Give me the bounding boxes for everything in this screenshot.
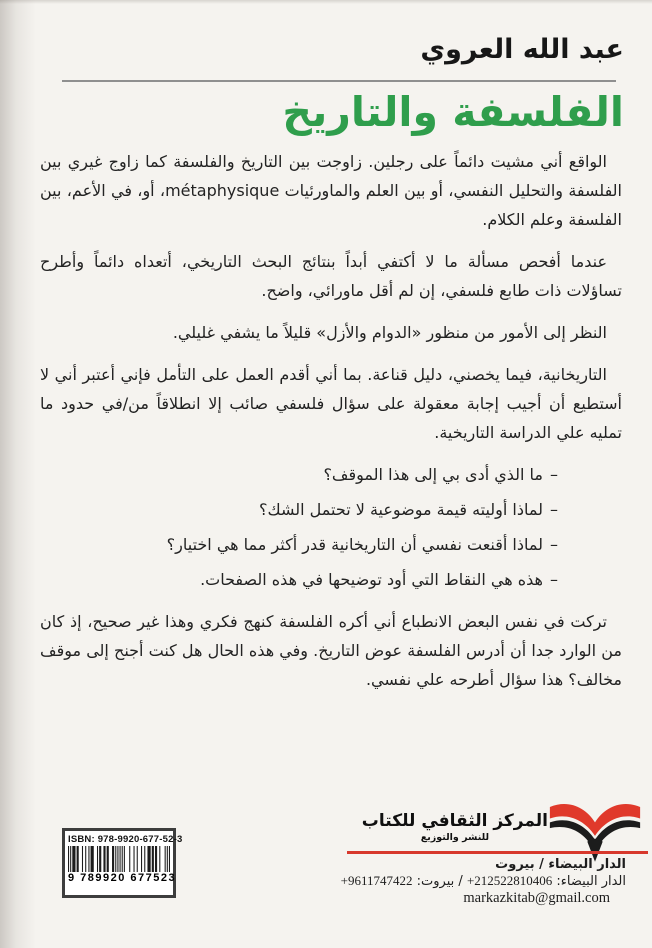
publisher-block: [362, 811, 548, 843]
contact-info: [341, 857, 626, 907]
bullet-item: [40, 460, 558, 489]
bullet-dash: –: [550, 570, 558, 589]
paragraph: النظر إلى الأمور من منظور «الدوام والأزل» قليلاً ما يشفي غليلي.: [172, 323, 607, 342]
cities-line: الدار البيضاء / بيروت: [495, 857, 626, 872]
page-edge-shadow: [0, 0, 36, 948]
phone-separator: /: [458, 874, 463, 889]
author-name: عبد الله العروي: [420, 34, 624, 65]
phone-label: بيروت:: [416, 874, 455, 889]
bullet-text: ما الذي أدى بي إلى هذا الموقف؟: [323, 465, 543, 484]
bullet-dash: –: [550, 500, 558, 519]
paragraph: عندما أفحص مسألة ما لا أكتفي أبداً بنتائج البحث التاريخي، أتعداه دائماً وأطرح تساؤلات ذات طابع فلسفي، إن لم أقل ماورائي، واضح.: [40, 252, 622, 300]
bullet-dash: –: [550, 465, 558, 484]
barcode-digits: 9 789920 677523: [68, 872, 177, 884]
bullet-list: [40, 460, 622, 594]
book-title: الفلسفة والتاريخ: [282, 88, 624, 136]
header-divider: [62, 80, 616, 82]
phone-line: [341, 873, 626, 890]
bullet-dash: –: [550, 535, 558, 554]
publisher-subtitle: للنشر والتوزيع: [420, 832, 490, 843]
bullet-text: لماذا أقنعت نفسي أن التاريخانية قدر أكثر مما هي اختيار؟: [166, 535, 543, 554]
isbn-barcode: [62, 828, 183, 898]
phone-label: الدار البيضاء:: [556, 874, 626, 889]
bullet-item: [40, 530, 558, 559]
bullet-item: [40, 565, 558, 594]
bullet-text: هذه هي النقاط التي أود توضيحها في هذه الصفحات.: [200, 570, 543, 589]
paragraph: التاريخانية، فيما يخصني، دليل قناعة. بما أني أقدم العمل على التأمل فإني أعتبر أني لا أستطيع أن أجيب إجابة معقولة على سؤال فلسفي صائب إلا انطلاقاً من/في حدود ما تمليه علي الدراسة التاريخية.: [40, 365, 622, 442]
publisher-divider: [347, 851, 648, 854]
closing-paragraph: تركت في نفس البعض الانطباع أني أكره الفلسفة كنهج فكري وهذا غير صحيح، إذ كان من الوارد جدا أن أدرس الفلسفة عوض التاريخ. وفي هذه الحال هل كنت أجنح إلى موقف مخالف؟ هذا سؤال أطرحه علي نفسي.: [40, 612, 622, 689]
isbn-label: ISBN: 978-9920-677-52-3: [68, 834, 183, 845]
bullet-text: لماذا أوليته قيمة موضوعية لا تحتمل الشك؟: [259, 500, 543, 519]
publisher-email: markazkitab@gmail.com: [463, 890, 610, 906]
back-cover-text: [40, 147, 622, 707]
paragraph: الواقع أني مشيت دائماً على رجلين. زاوجت بين التاريخ والفلسفة كما زاوج غيري بين الفلسفة والتحليل النفسي، أو بين العلم والماورئيات métaphysique، أو، في الأعم، بين الفلسفة وعلم الكلام.: [40, 152, 622, 229]
publisher-name: المركز الثقافي للكتاب: [361, 811, 548, 831]
page-top-shadow: [0, 0, 652, 4]
phone-number: +212522810406: [466, 873, 553, 888]
bullet-item: [40, 495, 558, 524]
phone-number: +9611747422: [340, 873, 413, 888]
